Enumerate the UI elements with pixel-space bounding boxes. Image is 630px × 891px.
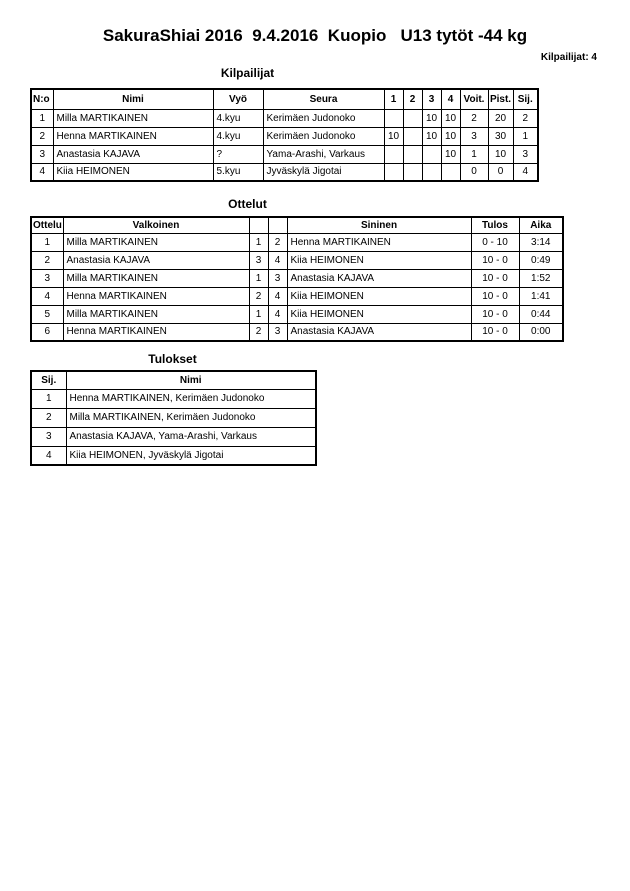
kilpailijat-table [30, 88, 539, 182]
cell-pist: 0 [488, 163, 513, 181]
cell-sininen: Kiia HEIMONEN [287, 251, 471, 269]
cell-sininen: Anastasia KAJAVA [287, 269, 471, 287]
kilpailijat-row [31, 127, 538, 145]
cell-voit: 3 [460, 127, 488, 145]
cell-voit: 2 [460, 109, 488, 127]
cell-r1: 10 [384, 127, 403, 145]
cell-r3: 10 [422, 127, 441, 145]
col-round-4: 4 [441, 89, 460, 109]
cell-r4 [441, 163, 460, 181]
cell-valkoinen: Milla MARTIKAINEN [63, 233, 249, 251]
ottelut-table [30, 216, 564, 342]
cell-r2 [403, 109, 422, 127]
cell-r4: 10 [441, 127, 460, 145]
cell-no: 3 [31, 145, 53, 163]
col-round-3: 3 [422, 89, 441, 109]
tulokset-row [31, 389, 316, 408]
cell-sij: 3 [31, 427, 66, 446]
tulokset-heading: Tulokset [148, 352, 197, 366]
cell-r1 [384, 109, 403, 127]
col-sij: Sij. [31, 371, 66, 389]
kilpailijat-row [31, 109, 538, 127]
cell-sij: 2 [513, 109, 538, 127]
cell-white-no: 2 [249, 323, 268, 341]
cell-pist: 10 [488, 145, 513, 163]
cell-ottelu: 4 [31, 287, 63, 305]
cell-ottelu: 2 [31, 251, 63, 269]
cell-ottelu: 3 [31, 269, 63, 287]
cell-r2 [403, 145, 422, 163]
col-white-no [249, 217, 268, 233]
cell-voit: 0 [460, 163, 488, 181]
cell-r2 [403, 163, 422, 181]
kilpailijat-header-row [31, 89, 538, 109]
col-nimi: Nimi [66, 371, 316, 389]
cell-tulos: 10 - 0 [471, 269, 519, 287]
cell-sininen: Henna MARTIKAINEN [287, 233, 471, 251]
cell-pist: 30 [488, 127, 513, 145]
tulokset-header-row [31, 371, 316, 389]
cell-r4: 10 [441, 145, 460, 163]
col-voit: Voit. [460, 89, 488, 109]
tulokset-row [31, 408, 316, 427]
cell-sij: 4 [513, 163, 538, 181]
col-sij: Sij. [513, 89, 538, 109]
cell-blue-no: 4 [268, 305, 287, 323]
cell-nimi: Anastasia KAJAVA, Yama-Arashi, Varkaus [66, 427, 316, 446]
cell-blue-no: 4 [268, 251, 287, 269]
cell-pist: 20 [488, 109, 513, 127]
cell-sij: 1 [513, 127, 538, 145]
ottelut-heading: Ottelut [228, 197, 267, 211]
cell-valkoinen: Milla MARTIKAINEN [63, 305, 249, 323]
kilpailijat-row [31, 145, 538, 163]
cell-white-no: 2 [249, 287, 268, 305]
col-blue-no [268, 217, 287, 233]
cell-aika: 1:41 [519, 287, 563, 305]
cell-voit: 1 [460, 145, 488, 163]
cell-tulos: 10 - 0 [471, 323, 519, 341]
cell-ottelu: 5 [31, 305, 63, 323]
cell-valkoinen: Henna MARTIKAINEN [63, 323, 249, 341]
cell-sij: 4 [31, 446, 66, 465]
col-round-1: 1 [384, 89, 403, 109]
col-aika: Aika [519, 217, 563, 233]
cell-nimi: Henna MARTIKAINEN, Kerimäen Judonoko [66, 389, 316, 408]
cell-sij: 1 [31, 389, 66, 408]
col-seura: Seura [263, 89, 384, 109]
cell-white-no: 3 [249, 251, 268, 269]
cell-r3: 10 [422, 109, 441, 127]
col-tulos: Tulos [471, 217, 519, 233]
cell-blue-no: 2 [268, 233, 287, 251]
cell-r4: 10 [441, 109, 460, 127]
col-no: N:o [31, 89, 53, 109]
cell-tulos: 10 - 0 [471, 305, 519, 323]
cell-sij: 2 [31, 408, 66, 427]
ottelut-row [31, 251, 563, 269]
cell-seura: Yama-Arashi, Varkaus [263, 145, 384, 163]
col-vyo: Vyö [213, 89, 263, 109]
cell-seura: Kerimäen Judonoko [263, 127, 384, 145]
cell-nimi: Kiia HEIMONEN [53, 163, 213, 181]
tulokset-row [31, 427, 316, 446]
kilpailijat-heading: Kilpailijat [220, 66, 275, 80]
cell-no: 1 [31, 109, 53, 127]
cell-r2 [403, 127, 422, 145]
col-sininen: Sininen [287, 217, 471, 233]
cell-aika: 3:14 [519, 233, 563, 251]
competitors-count: Kilpailijat: 4 [540, 52, 597, 63]
cell-aika: 0:49 [519, 251, 563, 269]
cell-tulos: 10 - 0 [471, 287, 519, 305]
cell-seura: Kerimäen Judonoko [263, 109, 384, 127]
cell-white-no: 1 [249, 233, 268, 251]
cell-blue-no: 4 [268, 287, 287, 305]
cell-r1 [384, 145, 403, 163]
cell-aika: 1:52 [519, 269, 563, 287]
cell-white-no: 1 [249, 305, 268, 323]
cell-ottelu: 1 [31, 233, 63, 251]
cell-sininen: Kiia HEIMONEN [287, 287, 471, 305]
cell-valkoinen: Henna MARTIKAINEN [63, 287, 249, 305]
cell-r1 [384, 163, 403, 181]
cell-vyo: 4.kyu [213, 127, 263, 145]
ottelut-row [31, 287, 563, 305]
cell-no: 4 [31, 163, 53, 181]
cell-nimi: Milla MARTIKAINEN, Kerimäen Judonoko [66, 408, 316, 427]
cell-sij: 3 [513, 145, 538, 163]
cell-blue-no: 3 [268, 323, 287, 341]
cell-nimi: Kiia HEIMONEN, Jyväskylä Jigotai [66, 446, 316, 465]
cell-sininen: Kiia HEIMONEN [287, 305, 471, 323]
cell-tulos: 0 - 10 [471, 233, 519, 251]
tulokset-row [31, 446, 316, 465]
cell-seura: Jyväskylä Jigotai [263, 163, 384, 181]
cell-valkoinen: Milla MARTIKAINEN [63, 269, 249, 287]
col-round-2: 2 [403, 89, 422, 109]
tulokset-table [30, 370, 317, 466]
ottelut-row [31, 269, 563, 287]
cell-vyo: ? [213, 145, 263, 163]
col-valkoinen: Valkoinen [63, 217, 249, 233]
kilpailijat-row [31, 163, 538, 181]
page-title: SakuraShiai 2016 9.4.2016 Kuopio U13 tytöt -44 kg [102, 26, 528, 45]
cell-sininen: Anastasia KAJAVA [287, 323, 471, 341]
cell-white-no: 1 [249, 269, 268, 287]
cell-valkoinen: Anastasia KAJAVA [63, 251, 249, 269]
cell-aika: 0:44 [519, 305, 563, 323]
cell-r3 [422, 163, 441, 181]
ottelut-row [31, 323, 563, 341]
cell-aika: 0:00 [519, 323, 563, 341]
cell-vyo: 5.kyu [213, 163, 263, 181]
cell-vyo: 4.kyu [213, 109, 263, 127]
col-pist: Pist. [488, 89, 513, 109]
cell-nimi: Henna MARTIKAINEN [53, 127, 213, 145]
cell-no: 2 [31, 127, 53, 145]
col-nimi: Nimi [53, 89, 213, 109]
cell-nimi: Anastasia KAJAVA [53, 145, 213, 163]
ottelut-header-row [31, 217, 563, 233]
ottelut-row [31, 305, 563, 323]
cell-ottelu: 6 [31, 323, 63, 341]
cell-blue-no: 3 [268, 269, 287, 287]
cell-r3 [422, 145, 441, 163]
cell-nimi: Milla MARTIKAINEN [53, 109, 213, 127]
ottelut-row [31, 233, 563, 251]
col-ottelu: Ottelu [31, 217, 63, 233]
cell-tulos: 10 - 0 [471, 251, 519, 269]
